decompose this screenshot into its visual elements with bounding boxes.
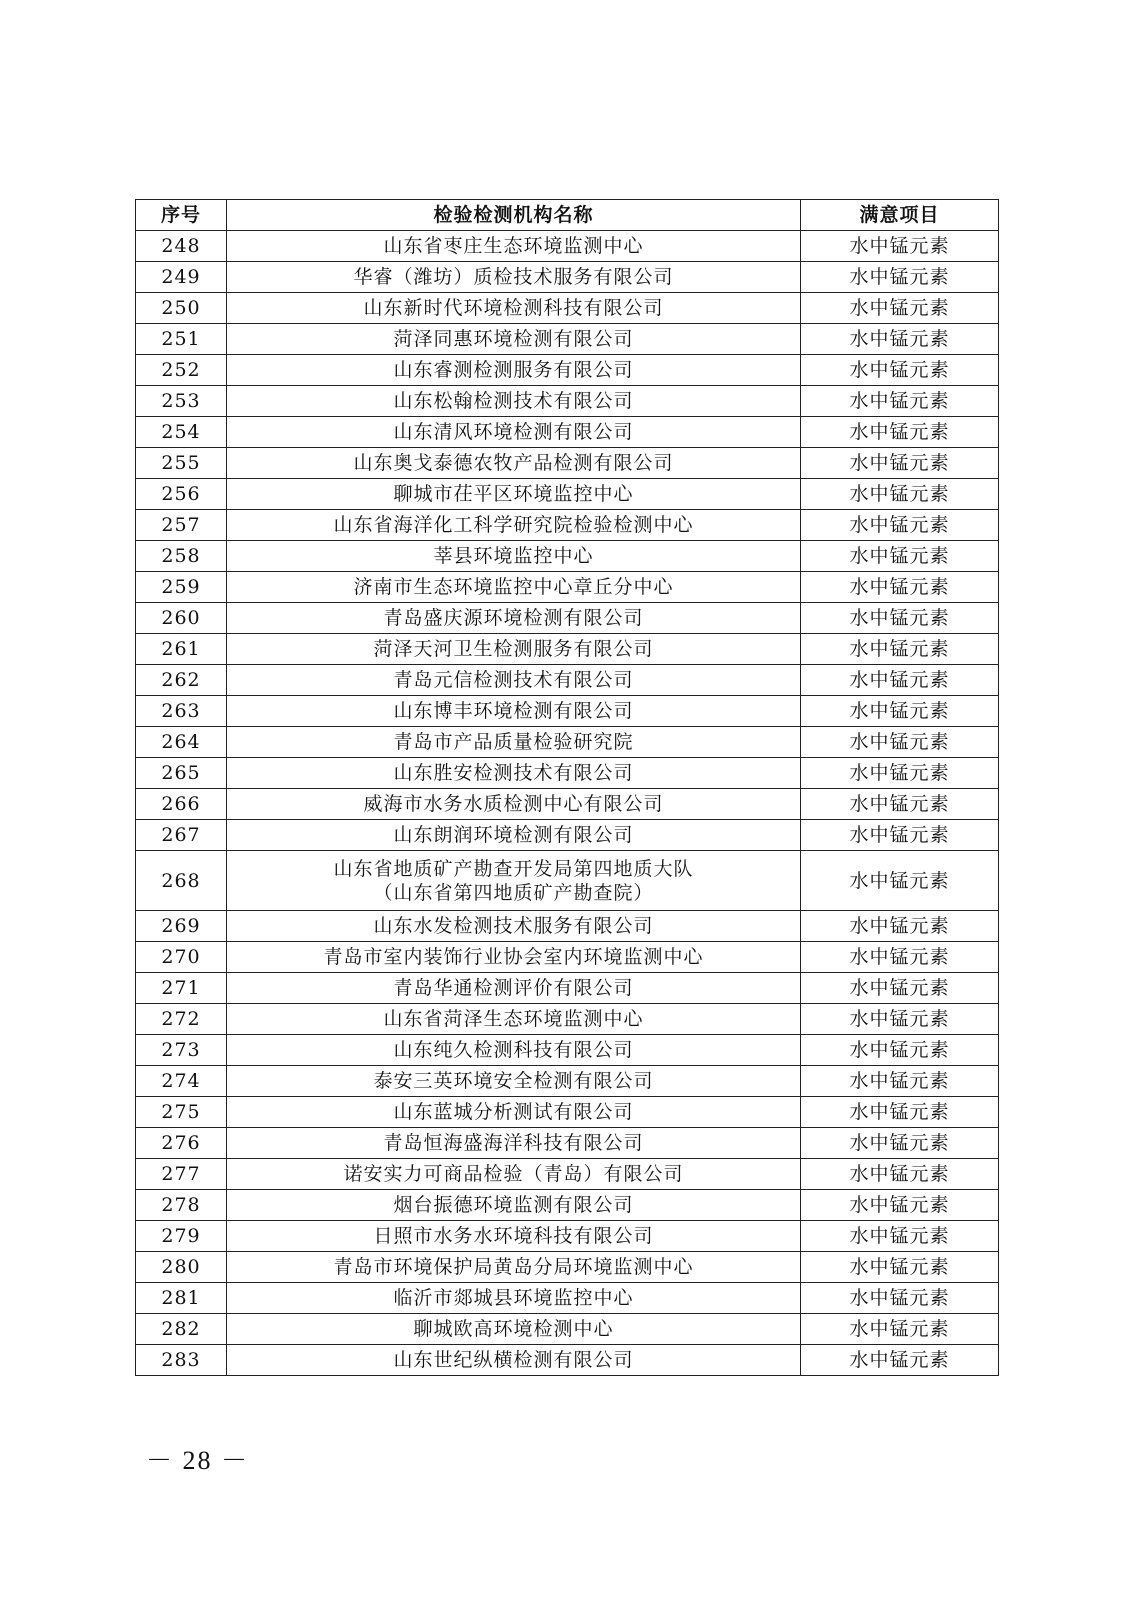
cell-seq: 276 — [136, 1128, 227, 1159]
cell-seq: 267 — [136, 820, 227, 851]
cell-seq: 269 — [136, 911, 227, 942]
cell-seq: 255 — [136, 448, 227, 479]
institution-name-line: （山东省第四地质矿产勘查院） — [373, 881, 654, 904]
institution-name-line: 聊城市茌平区环境监控中心 — [393, 483, 634, 505]
institution-name-line: 山东纯久检测科技有限公司 — [393, 1039, 634, 1061]
cell-satisfactory-item: 水中锰元素 — [801, 231, 999, 262]
cell-satisfactory-item: 水中锰元素 — [801, 665, 999, 696]
cell-satisfactory-item: 水中锰元素 — [801, 1159, 999, 1190]
table-row — [136, 1066, 999, 1097]
cell-institution-name — [227, 942, 801, 973]
cell-seq: 260 — [136, 603, 227, 634]
cell-institution-name — [227, 324, 801, 355]
cell-seq: 262 — [136, 665, 227, 696]
table-row — [136, 1252, 999, 1283]
cell-institution-name — [227, 355, 801, 386]
cell-seq: 264 — [136, 727, 227, 758]
cell-institution-name — [227, 1283, 801, 1314]
cell-seq: 278 — [136, 1190, 227, 1221]
institution-name-line: 菏泽天河卫生检测服务有限公司 — [373, 638, 654, 660]
institution-name-line: 山东博丰环境检测有限公司 — [393, 700, 634, 722]
institution-name-line: 威海市水务水质检测中心有限公司 — [363, 793, 664, 815]
table-row — [136, 1221, 999, 1252]
cell-seq: 271 — [136, 973, 227, 1004]
table-row — [136, 1159, 999, 1190]
cell-institution-name — [227, 417, 801, 448]
cell-institution-name — [227, 448, 801, 479]
cell-institution-name — [227, 851, 801, 911]
cell-seq: 252 — [136, 355, 227, 386]
cell-institution-name — [227, 231, 801, 262]
cell-institution-name — [227, 911, 801, 942]
cell-institution-name — [227, 541, 801, 572]
page-number: － 28 － — [146, 1446, 250, 1475]
table-row — [136, 1345, 999, 1376]
institution-name-line: 山东奥戈泰德农牧产品检测有限公司 — [353, 452, 674, 474]
table-row — [136, 696, 999, 727]
institution-name-line: 菏泽同惠环境检测有限公司 — [393, 328, 634, 350]
institution-name-line: 山东省海洋化工科学研究院检验检测中心 — [333, 514, 694, 536]
cell-institution-name — [227, 820, 801, 851]
cell-institution-name — [227, 603, 801, 634]
cell-satisfactory-item: 水中锰元素 — [801, 510, 999, 541]
institution-name-line: 聊城欧高环境检测中心 — [413, 1318, 614, 1340]
table-row — [136, 541, 999, 572]
cell-satisfactory-item: 水中锰元素 — [801, 973, 999, 1004]
cell-satisfactory-item: 水中锰元素 — [801, 355, 999, 386]
institution-name-line: 青岛市室内装饰行业协会室内环境监测中心 — [323, 946, 704, 968]
table-row — [136, 231, 999, 262]
header-satisfactory-item: 满意项目 — [801, 200, 999, 231]
cell-institution-name — [227, 1128, 801, 1159]
table-row — [136, 572, 999, 603]
cell-satisfactory-item: 水中锰元素 — [801, 634, 999, 665]
cell-satisfactory-item: 水中锰元素 — [801, 1128, 999, 1159]
table-row — [136, 510, 999, 541]
cell-institution-name — [227, 386, 801, 417]
institution-name-line: 山东省地质矿产勘查开发局第四地质大队 — [333, 857, 694, 880]
table-row — [136, 1035, 999, 1066]
cell-institution-name — [227, 758, 801, 789]
institution-name-line: 山东清风环境检测有限公司 — [393, 421, 634, 443]
cell-seq: 283 — [136, 1345, 227, 1376]
cell-seq: 261 — [136, 634, 227, 665]
table-row — [136, 820, 999, 851]
cell-satisfactory-item: 水中锰元素 — [801, 1190, 999, 1221]
cell-satisfactory-item: 水中锰元素 — [801, 603, 999, 634]
institution-name-line: 山东省枣庄生态环境监测中心 — [383, 235, 644, 257]
cell-institution-name — [227, 293, 801, 324]
table-header-row — [136, 200, 999, 231]
institution-name-line: 山东胜安检测技术有限公司 — [393, 762, 634, 784]
cell-institution-name — [227, 1314, 801, 1345]
cell-seq: 256 — [136, 479, 227, 510]
institution-name-line: 诺安实力可商品检验（青岛）有限公司 — [343, 1163, 684, 1185]
cell-seq: 259 — [136, 572, 227, 603]
table-row — [136, 1283, 999, 1314]
institution-name-line: 青岛恒海盛海洋科技有限公司 — [383, 1132, 644, 1154]
table-row — [136, 1128, 999, 1159]
table-row — [136, 324, 999, 355]
institution-name-line: 临沂市郯城县环境监控中心 — [393, 1287, 634, 1309]
cell-institution-name — [227, 1035, 801, 1066]
cell-satisfactory-item: 水中锰元素 — [801, 727, 999, 758]
cell-seq: 275 — [136, 1097, 227, 1128]
table-row — [136, 417, 999, 448]
table-row — [136, 973, 999, 1004]
table-row — [136, 355, 999, 386]
cell-institution-name — [227, 973, 801, 1004]
table-row — [136, 851, 999, 911]
cell-seq: 272 — [136, 1004, 227, 1035]
institution-name-line: 山东朗润环境检测有限公司 — [393, 824, 634, 846]
cell-seq: 274 — [136, 1066, 227, 1097]
cell-satisfactory-item: 水中锰元素 — [801, 572, 999, 603]
cell-satisfactory-item: 水中锰元素 — [801, 696, 999, 727]
cell-seq: 277 — [136, 1159, 227, 1190]
table-row — [136, 386, 999, 417]
cell-institution-name — [227, 1066, 801, 1097]
cell-satisfactory-item: 水中锰元素 — [801, 417, 999, 448]
institution-name-line: 泰安三英环境安全检测有限公司 — [373, 1070, 654, 1092]
cell-seq: 282 — [136, 1314, 227, 1345]
cell-seq: 279 — [136, 1221, 227, 1252]
cell-seq: 270 — [136, 942, 227, 973]
cell-seq: 250 — [136, 293, 227, 324]
cell-satisfactory-item: 水中锰元素 — [801, 758, 999, 789]
cell-satisfactory-item: 水中锰元素 — [801, 1066, 999, 1097]
cell-satisfactory-item: 水中锰元素 — [801, 1345, 999, 1376]
institution-name-line: 山东睿测检测服务有限公司 — [393, 359, 634, 381]
cell-satisfactory-item: 水中锰元素 — [801, 1097, 999, 1128]
table-row — [136, 789, 999, 820]
cell-satisfactory-item: 水中锰元素 — [801, 324, 999, 355]
table-row — [136, 1190, 999, 1221]
table-row — [136, 665, 999, 696]
cell-institution-name — [227, 510, 801, 541]
table-row — [136, 1097, 999, 1128]
cell-satisfactory-item: 水中锰元素 — [801, 911, 999, 942]
cell-institution-name — [227, 634, 801, 665]
cell-satisfactory-item: 水中锰元素 — [801, 386, 999, 417]
table-row — [136, 1314, 999, 1345]
cell-satisfactory-item: 水中锰元素 — [801, 1004, 999, 1035]
table-row — [136, 758, 999, 789]
institution-name-line: 山东世纪纵横检测有限公司 — [393, 1349, 634, 1371]
cell-institution-name — [227, 1097, 801, 1128]
institution-name-line: 山东松翰检测技术有限公司 — [393, 390, 634, 412]
cell-seq: 254 — [136, 417, 227, 448]
cell-institution-name — [227, 1159, 801, 1190]
institution-name-line: 山东蓝城分析测试有限公司 — [393, 1101, 634, 1123]
cell-satisfactory-item: 水中锰元素 — [801, 541, 999, 572]
cell-institution-name — [227, 1004, 801, 1035]
cell-satisfactory-item: 水中锰元素 — [801, 1035, 999, 1066]
cell-satisfactory-item: 水中锰元素 — [801, 1221, 999, 1252]
cell-seq: 253 — [136, 386, 227, 417]
cell-seq: 273 — [136, 1035, 227, 1066]
cell-seq: 268 — [136, 851, 227, 911]
cell-seq: 251 — [136, 324, 227, 355]
institution-name-line: 日照市水务水环境科技有限公司 — [373, 1225, 654, 1247]
cell-satisfactory-item: 水中锰元素 — [801, 448, 999, 479]
institution-table — [135, 199, 999, 1376]
cell-satisfactory-item: 水中锰元素 — [801, 942, 999, 973]
cell-seq: 281 — [136, 1283, 227, 1314]
cell-satisfactory-item: 水中锰元素 — [801, 820, 999, 851]
table-row — [136, 911, 999, 942]
cell-satisfactory-item: 水中锰元素 — [801, 851, 999, 911]
institution-name-line: 青岛华通检测评价有限公司 — [393, 977, 634, 999]
cell-seq: 258 — [136, 541, 227, 572]
table-row — [136, 293, 999, 324]
cell-satisfactory-item: 水中锰元素 — [801, 1314, 999, 1345]
institution-name-line: 济南市生态环境监控中心章丘分中心 — [353, 576, 674, 598]
cell-satisfactory-item: 水中锰元素 — [801, 789, 999, 820]
institution-name-line: 山东省菏泽生态环境监测中心 — [383, 1008, 644, 1030]
cell-seq: 280 — [136, 1252, 227, 1283]
institution-name-line: 山东水发检测技术服务有限公司 — [373, 915, 654, 937]
table-row — [136, 942, 999, 973]
table-row — [136, 634, 999, 665]
institution-name-line: 青岛元信检测技术有限公司 — [393, 669, 634, 691]
table-row — [136, 603, 999, 634]
header-institution-name: 检验检测机构名称 — [227, 200, 801, 231]
cell-institution-name — [227, 479, 801, 510]
cell-institution-name — [227, 1345, 801, 1376]
cell-seq: 249 — [136, 262, 227, 293]
institution-name-line: 莘县环境监控中心 — [433, 545, 594, 567]
cell-satisfactory-item: 水中锰元素 — [801, 293, 999, 324]
cell-institution-name — [227, 1252, 801, 1283]
institution-name-line: 青岛市环境保护局黄岛分局环境监测中心 — [333, 1256, 694, 1278]
institution-name-line: 华睿（潍坊）质检技术服务有限公司 — [353, 266, 674, 288]
cell-seq: 266 — [136, 789, 227, 820]
cell-institution-name — [227, 727, 801, 758]
institution-table-container — [135, 199, 998, 1376]
cell-seq: 263 — [136, 696, 227, 727]
cell-satisfactory-item: 水中锰元素 — [801, 1252, 999, 1283]
institution-name-line: 山东新时代环境检测科技有限公司 — [363, 297, 664, 319]
cell-seq: 265 — [136, 758, 227, 789]
cell-institution-name — [227, 665, 801, 696]
institution-name-line: 青岛市产品质量检验研究院 — [393, 731, 634, 753]
cell-institution-name — [227, 789, 801, 820]
table-body — [136, 231, 999, 1376]
table-row — [136, 479, 999, 510]
cell-institution-name — [227, 696, 801, 727]
cell-seq: 257 — [136, 510, 227, 541]
table-row — [136, 1004, 999, 1035]
header-seq: 序号 — [136, 200, 227, 231]
table-row — [136, 448, 999, 479]
cell-institution-name — [227, 1221, 801, 1252]
cell-institution-name — [227, 572, 801, 603]
cell-institution-name — [227, 262, 801, 293]
institution-name-line: 烟台振德环境监测有限公司 — [393, 1194, 634, 1216]
cell-satisfactory-item: 水中锰元素 — [801, 479, 999, 510]
cell-satisfactory-item: 水中锰元素 — [801, 1283, 999, 1314]
table-row — [136, 262, 999, 293]
table-row — [136, 727, 999, 758]
cell-satisfactory-item: 水中锰元素 — [801, 262, 999, 293]
cell-seq: 248 — [136, 231, 227, 262]
institution-name-line: 青岛盛庆源环境检测有限公司 — [383, 607, 644, 629]
cell-institution-name — [227, 1190, 801, 1221]
